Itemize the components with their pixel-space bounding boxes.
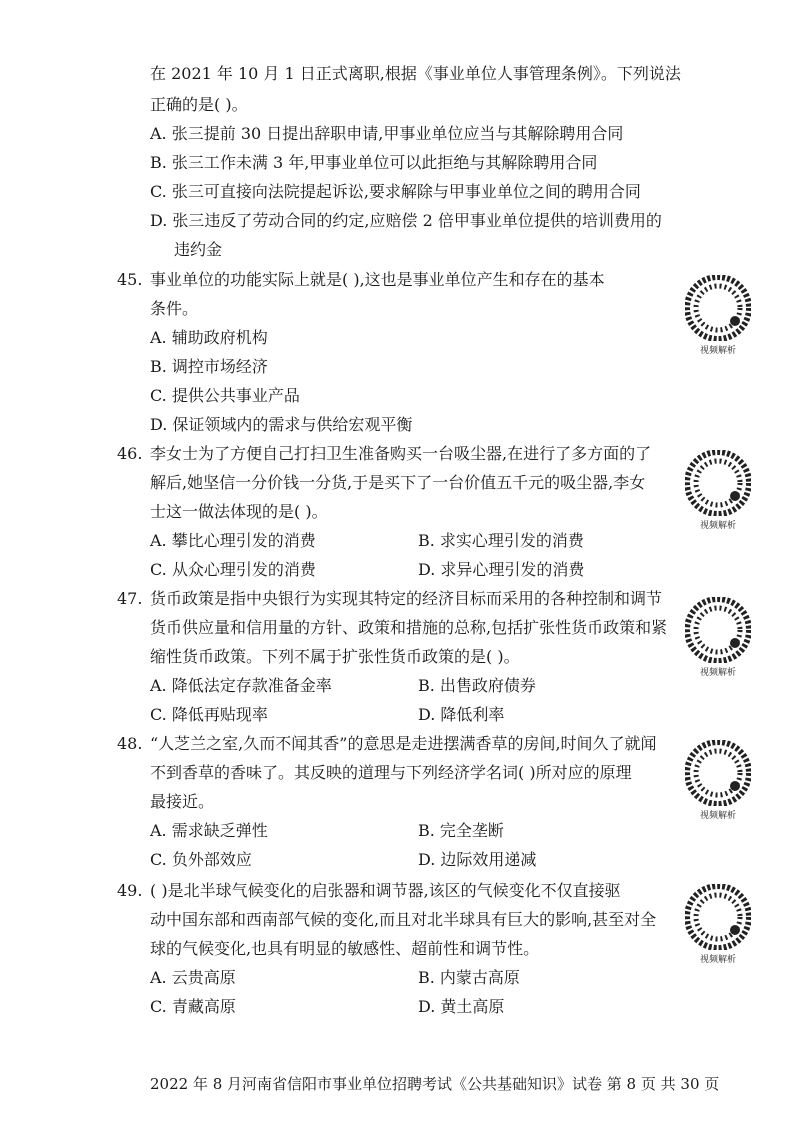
q48-stem-line-1: “人芝兰之室,久而不闻其香”的意思是走进摆满香草的房间,时间久了就闻: [150, 734, 657, 753]
q46-option-b: B. 求实心理引发的消费: [418, 531, 584, 550]
q47-stem-line-2: 货币供应量和信用量的方针、政策和措施的总称,包括扩张性货币政策和紧: [150, 618, 668, 637]
q46-stem-line-3: 士这一做法体现的是( )。: [150, 502, 328, 521]
q47-qr-code[interactable]: [685, 597, 751, 678]
q49-stem-line-2: 动中国东部和西南部气候的变化,而且对北半球具有巨大的影响,甚至对全: [150, 910, 657, 929]
q49-option-c: C. 青藏高原: [150, 997, 236, 1016]
q47-stem-line-3: 缩性货币政策。下列不属于扩张性货币政策的是( )。: [150, 647, 520, 666]
q44-option-d: D. 张三违反了劳动合同的约定,应赔偿 2 倍甲事业单位提供的培训费用的: [150, 211, 662, 230]
q47-option-c: C. 降低再贴现率: [150, 705, 268, 724]
q49-number: 49.: [117, 881, 143, 900]
q44-stem-line-1: 在 2021 年 10 月 1 日正式离职,根据《事业单位人事管理条例》。下列说法: [150, 64, 681, 83]
q46-option-c: C. 从众心理引发的消费: [150, 560, 316, 579]
q46-number: 46.: [117, 444, 143, 463]
q45-stem-line-2: 条件。: [150, 299, 199, 318]
q49-stem-line-1: ( )是北半球气候变化的启张器和调节器,该区的气候变化不仅直接驱: [150, 881, 621, 900]
qr-code-icon: [685, 740, 751, 806]
q46-stem-line-1: 李女士为了方便自己打扫卫生准备购买一台吸尘器,在进行了多方面的了: [150, 444, 652, 463]
q45-number: 45.: [117, 270, 143, 289]
q44-option-c: C. 张三可直接向法院提起诉讼,要求解除与甲事业单位之间的聘用合同: [150, 182, 641, 201]
q47-number: 47.: [117, 589, 143, 608]
q47-option-a: A. 降低法定存款准备金率: [150, 676, 332, 695]
page-footer: 2022 年 8 月河南省信阳市事业单位招聘考试《公共基础知识》试卷 第 8 页 共 30 页: [150, 1075, 720, 1093]
q48-option-a: A. 需求缺乏弹性: [150, 821, 268, 840]
q47-stem-line-1: 货币政策是指中央银行为实现其特定的经济目标而采用的各种控制和调节: [150, 589, 663, 608]
q47-option-d: D. 降低利率: [418, 705, 505, 724]
q44-option-d-cont: 违约金: [174, 240, 223, 259]
q49-qr-caption: 视频解析: [699, 955, 736, 965]
q44-stem-line-2: 正确的是( )。: [150, 95, 248, 114]
q45-option-a: A. 辅助政府机构: [150, 328, 268, 347]
q46-option-a: A. 攀比心理引发的消费: [150, 531, 316, 550]
q48-stem-line-3: 最接近。: [150, 792, 215, 811]
qr-code-icon: [685, 450, 751, 516]
q48-qr-code[interactable]: [685, 740, 751, 821]
q48-option-b: B. 完全垄断: [418, 821, 504, 840]
q45-option-b: B. 调控市场经济: [150, 357, 268, 376]
q44-option-a: A. 张三提前 30 日提出辞职申请,甲事业单位应当与其解除聘用合同: [150, 124, 624, 143]
q46-option-d: D. 求异心理引发的消费: [418, 560, 585, 579]
q49-option-d: D. 黄土高原: [418, 997, 505, 1016]
q45-option-c: C. 提供公共事业产品: [150, 386, 300, 405]
q48-option-d: D. 边际效用递减: [418, 850, 537, 869]
q48-stem-line-2: 不到香草的香味了。其反映的道理与下列经济学名词( )所对应的原理: [150, 763, 632, 782]
q48-number: 48.: [117, 734, 143, 753]
q48-qr-caption: 视频解析: [699, 811, 736, 821]
q45-stem-line-1: 事业单位的功能实际上就是( ),这也是事业单位产生和存在的基本: [150, 270, 605, 289]
q45-option-d: D. 保证领域内的需求与供给宏观平衡: [150, 415, 413, 434]
q47-option-b: B. 出售政府债券: [418, 676, 536, 695]
qr-code-icon: [685, 884, 751, 950]
q45-qr-code[interactable]: [685, 275, 751, 356]
q49-stem-line-3: 球的气候变化,也具有明显的敏感性、超前性和调节性。: [150, 939, 540, 958]
q46-stem-line-2: 解后,她坚信一分价钱一分货,于是买下了一台价值五千元的吸尘器,李女: [150, 473, 646, 492]
q46-qr-code[interactable]: [685, 450, 751, 531]
qr-code-icon: [685, 275, 751, 341]
q49-option-a: A. 云贵高原: [150, 968, 236, 987]
q46-qr-caption: 视频解析: [699, 521, 736, 531]
q48-option-c: C. 负外部效应: [150, 850, 252, 869]
q49-option-b: B. 内蒙古高原: [418, 968, 520, 987]
q44-option-b: B. 张三工作未满 3 年,甲事业单位可以此拒绝与其解除聘用合同: [150, 153, 598, 172]
qr-code-icon: [685, 597, 751, 663]
q47-qr-caption: 视频解析: [699, 668, 736, 678]
q45-qr-caption: 视频解析: [699, 346, 736, 356]
q49-qr-code[interactable]: [685, 884, 751, 965]
